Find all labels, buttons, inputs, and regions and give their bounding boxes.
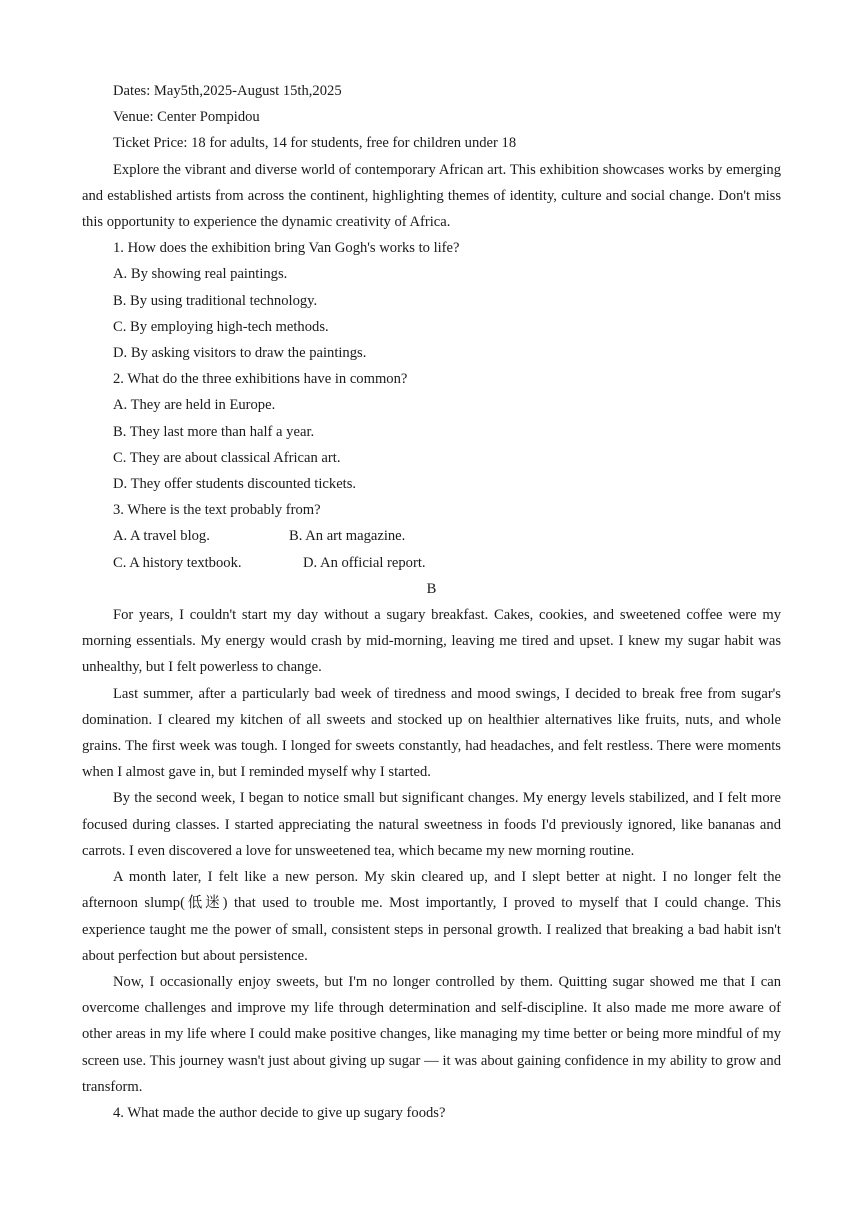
question-2-option-d: D. They offer students discounted tickets. (113, 476, 357, 493)
question-1-stem: 1. How does the exhibition bring Van Gogh's works to life? (113, 240, 460, 257)
document-page (82, 78, 781, 1126)
passage-paragraph-5: Now, I occasionally enjoy sweets, but I'm no longer controlled by them. Quitting sugar showed me that I can overcome challenges and improve my life through determination and self-discipline. It also made me more aware of other areas in my life where I could make positive changes, like managing my time better or being more mindful of my screen use. This journey wasn't just about giving up sugar — it was about gaining confidence in my ability to grow and transform. (82, 973, 781, 1095)
question-1-option-d: D. By asking visitors to draw the paintings. (113, 345, 367, 362)
exhibition-dates: Dates: May5th,2025-August 15th,2025 (113, 83, 342, 99)
question-2-option-b: B. They last more than half a year. (113, 423, 315, 440)
exhibition-venue: Venue: Center Pompidou (113, 109, 260, 126)
exhibition-description: Explore the vibrant and diverse world of contemporary African art. This exhibition showcases works by emerging and established artists from across the continent, highlighting themes of identity, culture and social change. Don't miss this opportunity to experience the dynamic creativity of Africa. (82, 161, 781, 231)
passage-paragraph-2: Last summer, after a particularly bad week of tiredness and mood swings, I decided to break free from sugar's domination. I cleared my kitchen of all sweets and stocked up on healthier alternatives like fruits, nuts, and whole grains. The first week was tough. I longed for sweets constantly, had headaches, and felt restless. There were moments when I almost gave in, but I reminded myself why I started. (82, 685, 781, 781)
question-3-options-row-2 (82, 550, 781, 576)
question-3-option-c: C. A history textbook. (113, 554, 242, 571)
section-b-heading: B (426, 580, 437, 597)
exhibition-ticket-price: Ticket Price: 18 for adults, 14 for students, free for children under 18 (113, 135, 517, 152)
question-1-option-c: C. By employing high-tech methods. (113, 318, 329, 335)
question-3-option-d: D. An official report. (303, 554, 426, 571)
passage-paragraph-4: A month later, I felt like a new person. My skin cleared up, and I slept better at night. I no longer felt the afternoon slump(低迷) that used to trouble me. Most importantly, I proved to myself that I could change. This experience taught me the power of small, consistent steps in personal growth. I realized that breaking a bad habit isn't about perfection but about persistence. (82, 869, 781, 964)
question-3-options-row-1 (82, 523, 781, 549)
question-4-stem: 4. What made the author decide to give up sugary foods? (113, 1104, 446, 1121)
question-3-stem: 3. Where is the text probably from? (113, 502, 321, 519)
question-2-option-a: A. They are held in Europe. (113, 397, 276, 414)
passage-paragraph-3: By the second week, I began to notice small but significant changes. My energy levels stabilized, and I felt more focused during classes. I started appreciating the natural sweetness in foods I'd previously ignored, like bananas and carrots. I even discovered a love for unsweetened tea, which became my new morning routine. (82, 790, 781, 859)
question-2-option-c: C. They are about classical African art. (113, 449, 341, 466)
question-2-stem: 2. What do the three exhibitions have in common? (113, 371, 408, 388)
passage-paragraph-1: For years, I couldn't start my day without a sugary breakfast. Cakes, cookies, and sweetened coffee were my morning essentials. My energy would crash by mid-morning, leaving me tired and upset. I knew my sugar habit was unhealthy, but I felt powerless to change. (82, 607, 781, 676)
question-1-option-a: A. By showing real paintings. (113, 266, 288, 283)
question-3-option-b: B. An art magazine. (289, 528, 406, 545)
question-3-option-a: A. A travel blog. (113, 528, 210, 545)
question-1-option-b: B. By using traditional technology. (113, 292, 318, 309)
